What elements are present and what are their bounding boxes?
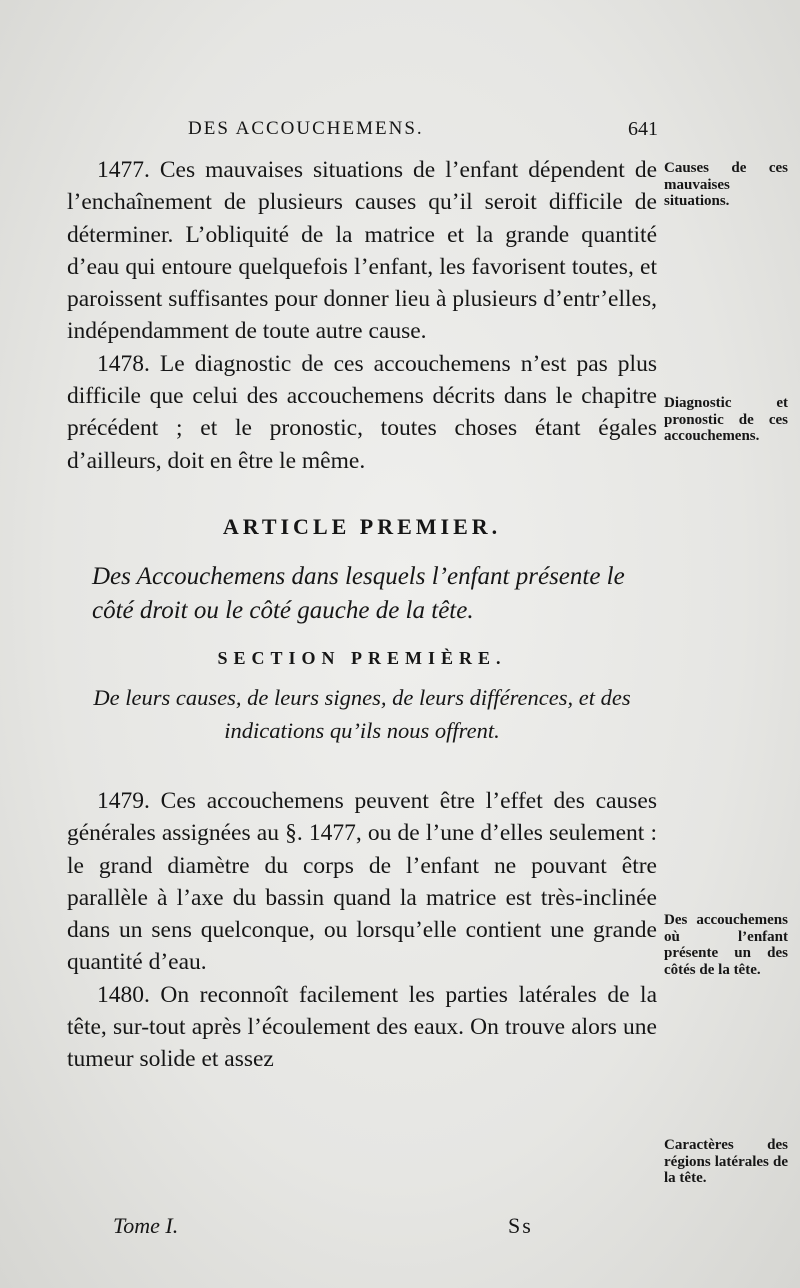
- section-title: SECTION PREMIÈRE.: [217, 647, 507, 668]
- paragraph-1479: 1479. Ces accouchemens peuvent être l’effet des causes générales assignées au §. 1477, ou de l’une d’elles seulement : le grand diamètre du corps de l’enfant ne pouvant être parallèle à l’axe du bassin quand la matrice est très-inclinée dans un sens quelconque, ou lorsqu’elle contient une grande quantité d’eau.: [67, 787, 657, 976]
- section-subtitle: De leurs causes, de leurs signes, de leurs différences, et des indications qu’ils nous offrent.: [93, 684, 631, 743]
- margin-note-diagnostic: Diagnostic et pronostic de ces accouchemens.: [664, 395, 788, 444]
- article-title: ARTICLE PREMIER.: [222, 513, 502, 539]
- article-subtitle: Des Accouchemens dans lesquels l’enfant présente le côté droit ou le côté gauche de la tête.: [92, 562, 625, 624]
- paragraph-1480: 1480. On reconnoît facilement les parties latérales de la tête, sur-tout après l’écoulement des eaux. On trouve alors une tumeur solide et assez: [67, 981, 657, 1073]
- margin-note-causes: Causes de ces mauvaises situations.: [664, 160, 788, 209]
- main-text: [67, 154, 657, 1076]
- paragraph-1477: 1477. Ces mauvaises situations de l’enfant dépendent de l’enchaînement de plusieurs causes qu’il seroit difficile de déterminer. L’obliquité de la matrice et la grande quantité d’eau qui entoure quelquefois l’enfant, les favorisent toutes, et paroissent suffisantes pour donner lieu à plusieurs d’entr’elles, indépendamment de toute autre cause.: [67, 157, 657, 345]
- running-title: DES ACCOUCHEMENS.: [188, 118, 424, 139]
- volume-label: Tome I.: [113, 1213, 179, 1238]
- margin-note-regions-laterales: Caractères des régions latérales de la tête.: [664, 1137, 788, 1186]
- margin-note-cote-tete: Des accouchemens où l’enfant présente un des côtés de la tête.: [664, 912, 788, 978]
- page-number: 641: [628, 118, 658, 140]
- signature-mark: Ss: [508, 1213, 533, 1238]
- paragraph-1478: 1478. Le diagnostic de ces accouchemens n’est pas plus difficile que celui des accouchemens décrits dans le chapitre précédent ; et le pronostic, toutes choses étant égales d’ailleurs, doit en être le même.: [67, 350, 657, 474]
